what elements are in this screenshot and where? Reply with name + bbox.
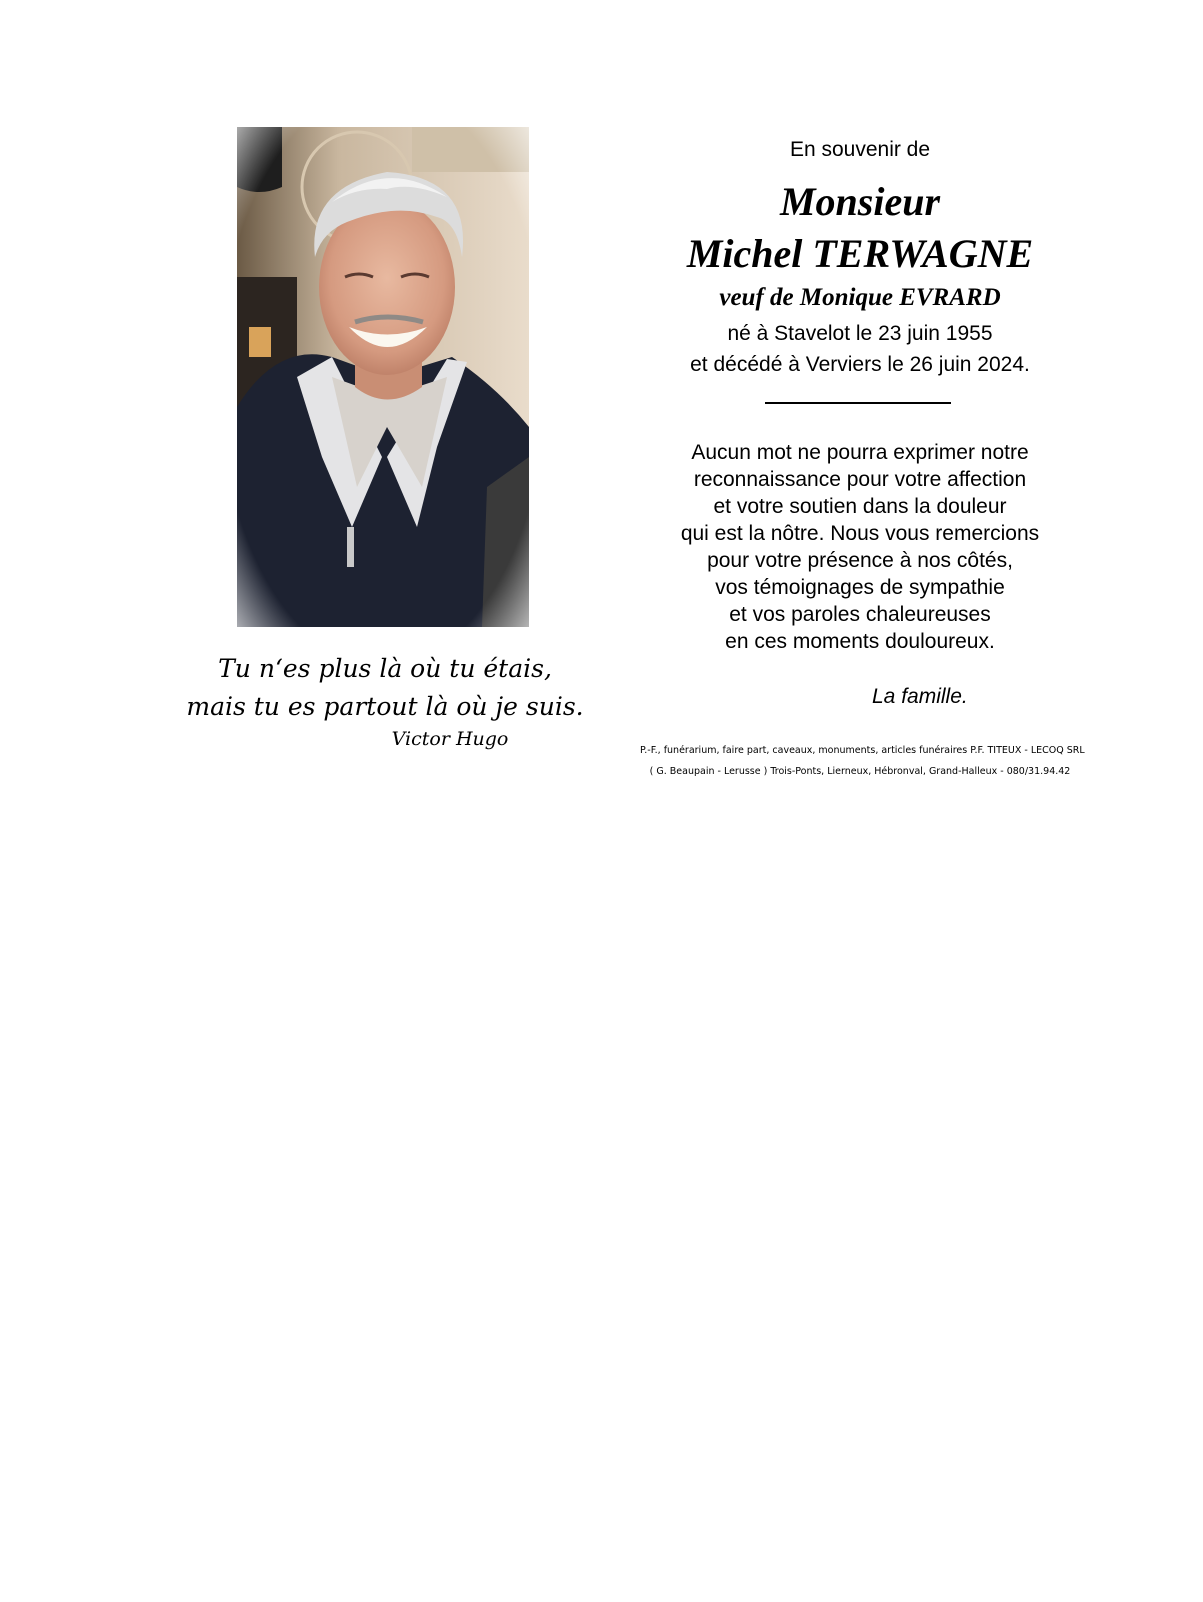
thank-you-message bbox=[640, 439, 1080, 655]
quote-line-1: Tu n‘es plus là où tu étais, bbox=[218, 654, 552, 683]
message-line: Aucun mot ne pourra exprimer notre bbox=[691, 441, 1029, 464]
message-line: et votre soutien dans la douleur bbox=[713, 495, 1007, 518]
life-dates bbox=[640, 318, 1080, 380]
portrait-photo bbox=[237, 127, 529, 627]
message-line: pour votre présence à nos côtés, bbox=[707, 549, 1013, 572]
message-line: vos témoignages de sympathie bbox=[715, 576, 1005, 599]
title-honorific: Monsieur bbox=[779, 179, 941, 224]
message-line: reconnaissance pour votre affection bbox=[693, 468, 1027, 491]
quote-author: Victor Hugo bbox=[391, 728, 509, 750]
footer-line-1: P.-F., funérarium, faire part, caveaux, monuments, articles funéraires P.F. TITEUX - LECOQ SRL bbox=[640, 745, 1085, 756]
intro-text: En souvenir de bbox=[789, 138, 931, 161]
title-full-name: Michel TERWAGNE bbox=[686, 231, 1034, 276]
deceased-name-heading bbox=[640, 176, 1080, 280]
birth-line: né à Stavelot le 23 juin 1955 bbox=[727, 322, 993, 345]
funeral-home-footer bbox=[640, 740, 1085, 782]
message-line: qui est la nôtre. Nous vous remercions bbox=[680, 522, 1040, 545]
memorial-quote bbox=[180, 650, 590, 726]
divider-line bbox=[765, 402, 951, 404]
death-line: et décédé à Verviers le 26 juin 2024. bbox=[690, 353, 1030, 376]
family-signature: La famille. bbox=[872, 685, 968, 708]
message-line: en ces moments douloureux. bbox=[725, 630, 995, 653]
spouse-line: veuf de Monique EVRARD bbox=[719, 284, 1001, 311]
message-line: et vos paroles chaleureuses bbox=[729, 603, 991, 626]
quote-line-2: mais tu es partout là où je suis. bbox=[186, 692, 584, 721]
footer-line-2: ( G. Beaupain - Lerusse ) Trois-Ponts, Lierneux, Hébronval, Grand-Halleux - 080/31.94.42 bbox=[649, 766, 1071, 777]
